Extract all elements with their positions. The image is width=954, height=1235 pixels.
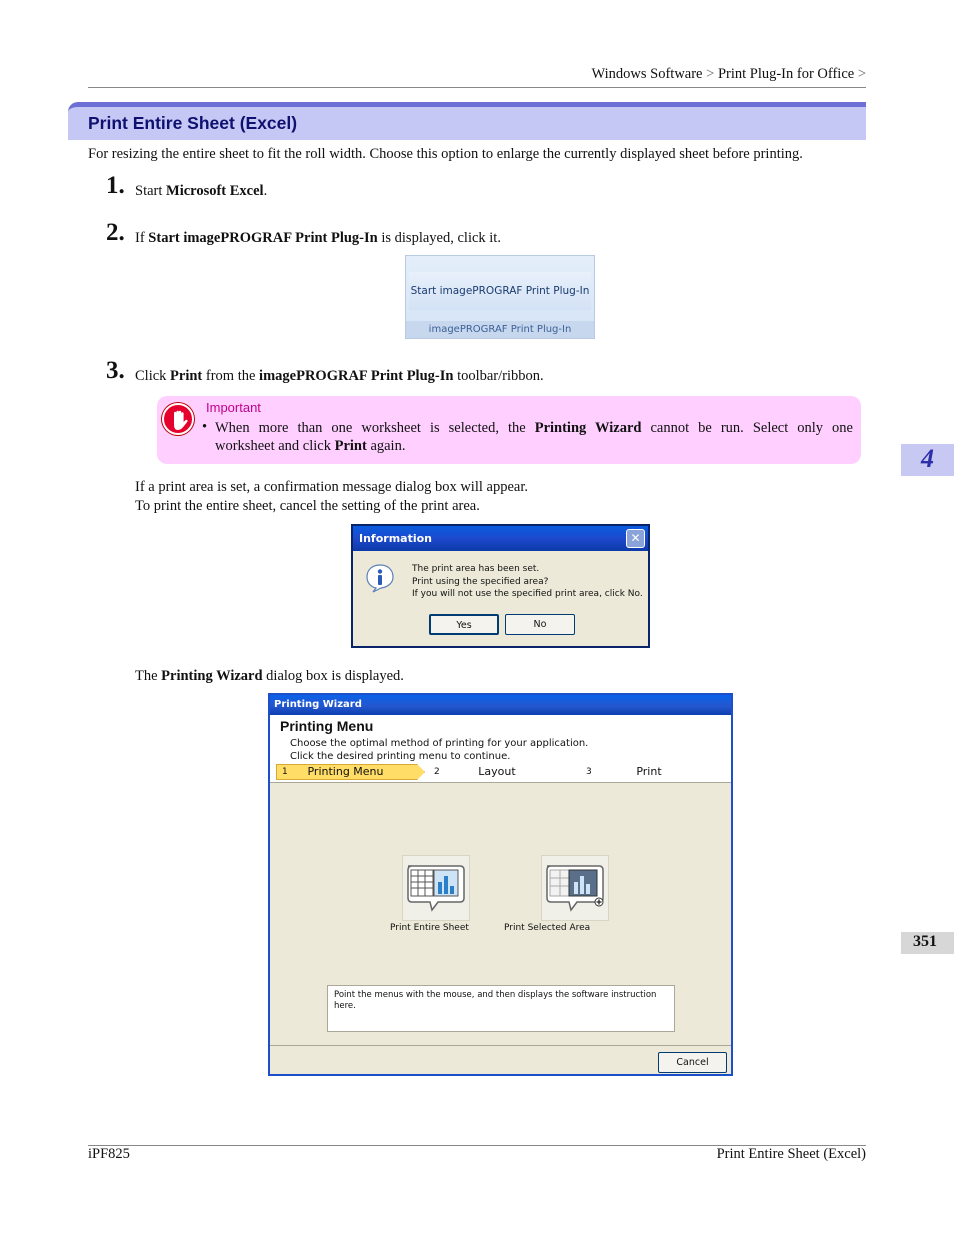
important-bullet: • bbox=[202, 419, 208, 435]
ribbon-screenshot bbox=[405, 255, 595, 339]
important-line-1-pre: When more than one worksheet is selected, the bbox=[215, 420, 535, 436]
wizard-intro-pre: The bbox=[135, 668, 162, 684]
printing-menu-instruction-1: Choose the optimal method of printing for your application. bbox=[290, 738, 589, 749]
no-button[interactable]: No bbox=[505, 614, 575, 635]
information-line-3: If you will not use the specified print area, click No. bbox=[412, 589, 643, 599]
wizard-footer-rule bbox=[270, 1045, 731, 1046]
breadcrumb-separator: > bbox=[706, 66, 715, 82]
intro-text: For resizing the entire sheet to fit the roll width. Choose this option to enlarge the currently displayed sheet before printing. bbox=[88, 146, 803, 162]
step-2-text bbox=[135, 230, 501, 247]
step-3-pre: Click bbox=[135, 368, 171, 384]
ribbon-group-label: imagePROGRAF Print Plug-In bbox=[406, 321, 594, 338]
start-plugin-button[interactable]: Start imagePROGRAF Print Plug-In bbox=[409, 272, 591, 310]
step-2-pre: If bbox=[135, 230, 149, 246]
step-1-post: . bbox=[263, 183, 268, 199]
wizard-intro-bold: Printing Wizard bbox=[161, 668, 263, 684]
important-line-1-post: cannot be run. Select only one bbox=[641, 420, 853, 436]
printing-menu-heading: Printing Menu bbox=[280, 718, 374, 734]
step-2-post: is displayed, click it. bbox=[377, 230, 501, 246]
important-line-2-pre: worksheet and click bbox=[215, 438, 335, 454]
print-selected-area-tile[interactable] bbox=[541, 855, 609, 921]
step-3-bold: Print bbox=[170, 368, 203, 384]
wizard-step-1-label: Printing Menu bbox=[307, 765, 384, 778]
printing-menu-instructions bbox=[290, 737, 588, 763]
breadcrumb-separator-end: > bbox=[857, 66, 866, 82]
important-label: Important bbox=[206, 400, 261, 415]
yes-button[interactable]: Yes bbox=[429, 614, 499, 635]
info-icon bbox=[365, 563, 395, 593]
breadcrumb-windows-software[interactable]: Windows Software bbox=[591, 66, 703, 82]
wizard-step-layout bbox=[428, 764, 576, 780]
important-line-2 bbox=[215, 438, 405, 455]
cancel-button[interactable]: Cancel bbox=[658, 1052, 727, 1073]
step-1-bold: Microsoft Excel bbox=[166, 183, 264, 199]
step-1-text bbox=[135, 183, 267, 200]
wizard-intro-post: dialog box is displayed. bbox=[262, 668, 404, 684]
footer-section: Print Entire Sheet (Excel) bbox=[716, 1146, 866, 1162]
chapter-number: 4 bbox=[921, 444, 934, 473]
wizard-step-2-number: 2 bbox=[434, 767, 440, 777]
page-number: 351 bbox=[913, 933, 937, 950]
entire-sheet-icon bbox=[403, 856, 469, 920]
important-line-1 bbox=[215, 419, 853, 438]
breadcrumb-print-plugin-office[interactable]: Print Plug-In for Office bbox=[717, 66, 855, 82]
important-line-2-bold: Print bbox=[334, 438, 367, 454]
information-line-2: Print using the specified area? bbox=[412, 576, 549, 587]
selected-area-icon bbox=[542, 856, 608, 920]
information-dialog bbox=[351, 524, 650, 648]
information-dialog-title: Information bbox=[359, 532, 432, 545]
print-entire-sheet-tile[interactable] bbox=[402, 855, 470, 921]
step-1-pre: Start bbox=[135, 183, 167, 199]
header-rule bbox=[88, 87, 866, 88]
breadcrumb bbox=[592, 66, 866, 83]
information-message bbox=[412, 563, 643, 601]
step-3-text bbox=[135, 368, 544, 385]
step-3-number: 3. bbox=[106, 357, 125, 384]
wizard-intro-text bbox=[135, 668, 404, 685]
step-2-number: 2. bbox=[106, 219, 125, 246]
step-3-post: toolbar/ribbon. bbox=[453, 368, 544, 384]
wizard-step-printing-menu bbox=[276, 764, 425, 780]
step-3-bold2: imagePROGRAF Print Plug-In bbox=[259, 368, 454, 384]
wizard-step-print bbox=[580, 764, 728, 780]
print-selected-area-label: Print Selected Area bbox=[504, 923, 591, 933]
information-dialog-titlebar bbox=[353, 526, 648, 551]
print-entire-sheet-label: Print Entire Sheet bbox=[390, 923, 469, 933]
section-banner bbox=[68, 102, 866, 140]
wizard-step-3-label: Print bbox=[636, 765, 662, 778]
close-icon[interactable]: ✕ bbox=[626, 529, 645, 548]
printing-wizard-dialog bbox=[268, 693, 733, 1076]
print-area-note-2: To print the entire sheet, cancel the setting of the print area. bbox=[135, 498, 480, 514]
wizard-step-2-label: Layout bbox=[478, 765, 516, 778]
important-line-2-post: again. bbox=[366, 438, 406, 454]
page-number-tab bbox=[901, 932, 954, 954]
wizard-step-1-number: 1 bbox=[282, 767, 288, 777]
wizard-step-3-number: 3 bbox=[586, 767, 592, 777]
wizard-help-text: Point the menus with the mouse, and then displays the software instruction here. bbox=[327, 985, 675, 1032]
printing-wizard-header bbox=[270, 715, 731, 783]
stop-hand-icon bbox=[162, 403, 194, 435]
step-2-bold: Start imagePROGRAF Print Plug-In bbox=[148, 230, 378, 246]
section-title: Print Entire Sheet (Excel) bbox=[88, 113, 298, 133]
footer-model: iPF825 bbox=[88, 1146, 130, 1162]
information-line-1: The print area has been set. bbox=[412, 564, 540, 574]
print-area-note-1: If a print area is set, a confirmation message dialog box will appear. bbox=[135, 479, 528, 495]
chapter-tab[interactable] bbox=[901, 444, 954, 476]
step-1-number: 1. bbox=[106, 172, 125, 199]
important-note bbox=[157, 396, 861, 464]
printing-menu-instruction-2: Click the desired printing menu to continue. bbox=[290, 751, 511, 762]
printing-wizard-title: Printing Wizard bbox=[270, 695, 731, 715]
step-3-mid: from the bbox=[202, 368, 260, 384]
important-line-1-bold: Printing Wizard bbox=[534, 420, 642, 436]
